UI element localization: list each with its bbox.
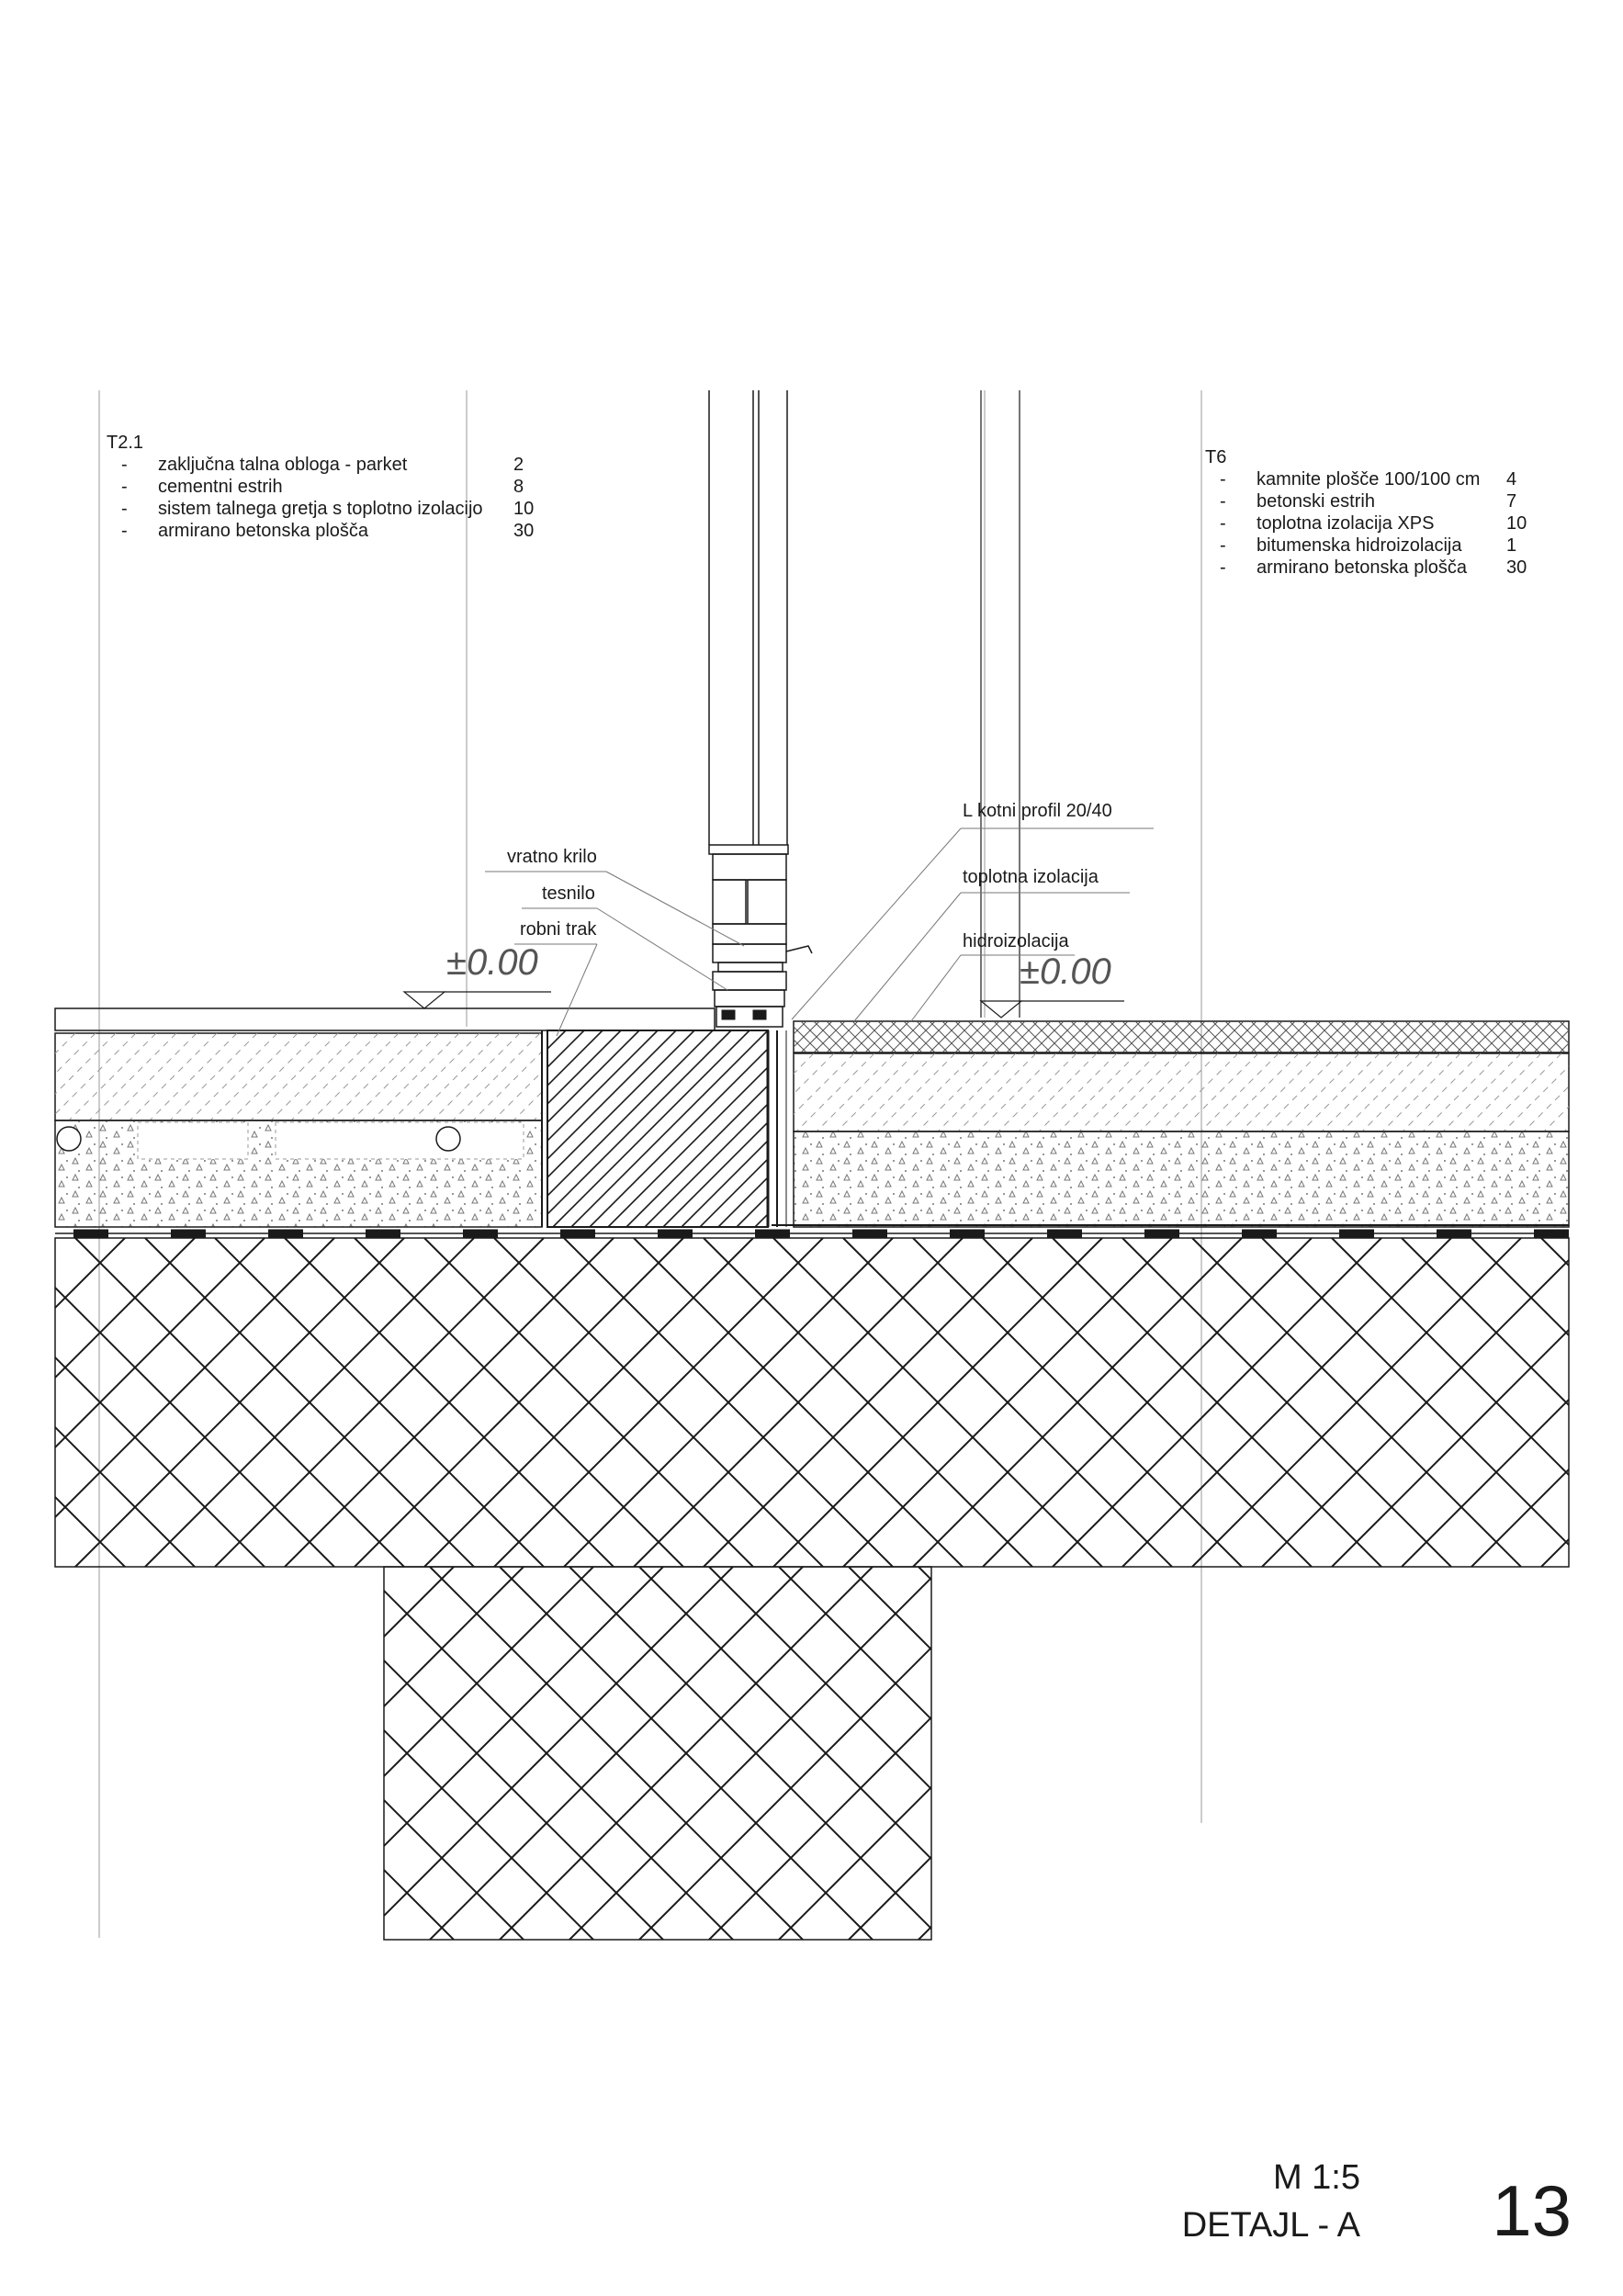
hatch-line: [1332, 1238, 1623, 1567]
hatch-line: [553, 1030, 750, 1227]
hatch-line: [190, 1033, 277, 1120]
hatch-line: [614, 1033, 702, 1120]
hatch-line: [1261, 1053, 1339, 1131]
hatch-line: [1402, 1238, 1623, 1567]
hatch-line: [877, 1053, 955, 1131]
hatch-line: [1322, 1053, 1400, 1131]
hatch-line: [535, 1030, 731, 1227]
hatch-line: [1302, 1053, 1380, 1131]
hatch-line: [1585, 1021, 1617, 1052]
hatch-line: [1079, 1053, 1157, 1131]
hatch-line: [1120, 1053, 1198, 1131]
hatch-line: [1504, 1053, 1582, 1131]
hatch-line: [796, 1053, 874, 1131]
legend-row: - bitumenska hidroizolacija 1: [1220, 535, 1517, 556]
stone-tile-layer: [762, 1021, 1623, 1052]
floor-heating-layer: [55, 1120, 542, 1227]
hatch-line: [150, 1033, 237, 1120]
hatch-line: [1585, 1021, 1617, 1052]
hatch-line: [1128, 1567, 1501, 1940]
hatch-line: [0, 1238, 195, 1567]
hatch-line: [1524, 1053, 1602, 1131]
foundation-footing: [11, 1567, 1623, 1940]
hatch-line: [0, 1238, 55, 1567]
hatch-line: [919, 1567, 1291, 1940]
hatch-line: [1541, 1238, 1623, 1567]
hatch-line: [69, 1033, 156, 1120]
hatch-line: [837, 1053, 915, 1131]
hatch-line: [1598, 1021, 1623, 1052]
hatch-line: [897, 1053, 975, 1131]
hatch-line: [1058, 1567, 1431, 1940]
legend-row: - armirano betonska plošča 30: [1220, 557, 1527, 578]
legend-row: - zaključna talna obloga - parket 2: [121, 455, 524, 475]
hatch-line: [372, 1033, 459, 1120]
hatch-line: [11, 1567, 384, 1940]
legend-row: - betonski estrih 7: [1220, 491, 1517, 512]
hatch-line: [0, 1238, 55, 1567]
heating-pipe: [436, 1127, 460, 1151]
hatch-line: [1198, 1567, 1571, 1940]
hatch-line: [311, 1033, 399, 1120]
hatch-line: [1544, 1053, 1622, 1131]
hatch-line: [170, 1033, 257, 1120]
hatch-line: [1180, 1053, 1258, 1131]
hatch-line: [130, 1033, 217, 1120]
hatch-line: [988, 1567, 1361, 1940]
legend-title: T2.1: [107, 433, 144, 453]
hatch-line: [1382, 1053, 1460, 1131]
hatch-line: [1241, 1053, 1319, 1131]
hatch-line: [1039, 1053, 1117, 1131]
hatch-line: [49, 1033, 136, 1120]
hatch-line: [571, 1030, 768, 1227]
seal-label: tesnilo: [542, 884, 595, 904]
hatch-line: [1268, 1567, 1623, 1940]
hatch-line: [1611, 1238, 1623, 1567]
hatch-line: [1463, 1053, 1541, 1131]
hatch-line: [1572, 1021, 1604, 1052]
hatch-line: [1059, 1053, 1137, 1131]
hatch-line: [210, 1033, 298, 1120]
hatch-line: [453, 1033, 540, 1120]
hatch-line: [412, 1033, 500, 1120]
hatch-line: [332, 1033, 419, 1120]
hatch-line: [918, 1053, 996, 1131]
hatch-line: [11, 1567, 384, 1940]
hatch-line: [0, 1033, 55, 1120]
hatch-line: [998, 1053, 1076, 1131]
hatch-line: [919, 1567, 1291, 1940]
scale-label: M 1:5: [1272, 2158, 1360, 2197]
hatch-line: [716, 1053, 794, 1131]
hatch-line: [0, 1238, 265, 1567]
hatch-line: [291, 1033, 378, 1120]
hatch-line: [817, 1053, 895, 1131]
hatch-line: [1483, 1053, 1561, 1131]
hatch-line: [958, 1053, 1036, 1131]
hatch-line: [1198, 1567, 1571, 1940]
hatch-line: [1605, 1053, 1623, 1131]
hatch-line: [1342, 1053, 1420, 1131]
hatch-line: [1019, 1053, 1097, 1131]
hatch-line: [516, 1030, 713, 1227]
hatch-line: [1611, 1238, 1623, 1567]
legend-title: T6: [1205, 447, 1227, 467]
xps-insulation-layer: [777, 1030, 1569, 1227]
concrete-slab: [0, 1238, 1623, 1567]
legend-row: - armirano betonska plošča 30: [121, 521, 535, 541]
hatch-line: [251, 1033, 338, 1120]
legend-row: - sistem talnega gretja s toplotno izolacijo 10: [121, 499, 535, 519]
hatch-line: [1471, 1238, 1623, 1567]
legend-row: - toplotna izolacija XPS 10: [1220, 513, 1527, 534]
door-leaf-label: vratno krilo: [507, 847, 597, 867]
hatch-line: [8, 1033, 96, 1120]
hatch-line: [978, 1053, 1056, 1131]
interior-screed: [0, 1033, 702, 1120]
legend-row: - kamnite plošče 100/100 cm 4: [1220, 469, 1517, 490]
hatch-line: [1402, 1238, 1623, 1567]
hatch-line: [271, 1033, 358, 1120]
hatch-line: [0, 1033, 75, 1120]
heating-pipe: [57, 1127, 81, 1151]
hatch-line: [857, 1053, 935, 1131]
hatch-line: [736, 1053, 814, 1131]
hatch-line: [590, 1030, 786, 1227]
hatch-line: [1221, 1053, 1299, 1131]
exterior-level-label: ±0.00: [1020, 951, 1111, 992]
hatch-line: [1443, 1053, 1521, 1131]
detail-title: DETAJL - A: [1181, 2206, 1360, 2245]
hatch-line: [938, 1053, 1016, 1131]
hatch-line: [1332, 1238, 1623, 1567]
angle-profile-label: L kotni profil 20/40: [963, 801, 1112, 821]
hatch-line: [1140, 1053, 1218, 1131]
hatch-line: [1200, 1053, 1279, 1131]
hatch-line: [1160, 1053, 1238, 1131]
hatch-line: [1403, 1053, 1481, 1131]
hatch-line: [1541, 1238, 1623, 1567]
hatch-line: [0, 1238, 125, 1567]
hatch-line: [392, 1033, 479, 1120]
hatch-line: [89, 1033, 176, 1120]
hatch-line: [433, 1033, 520, 1120]
hatch-line: [0, 1238, 265, 1567]
hatch-line: [554, 1033, 641, 1120]
parquet-layer: [55, 1008, 715, 1030]
hatch-line: [0, 1238, 125, 1567]
hatch-line: [594, 1033, 682, 1120]
edge-strip-label: robni trak: [520, 919, 597, 940]
floor-t6-legend: [1205, 446, 1591, 579]
hatch-line: [1423, 1053, 1501, 1131]
hatch-line: [1128, 1567, 1501, 1940]
sheet-number: 13: [1492, 2170, 1572, 2251]
hatch-line: [1564, 1053, 1623, 1131]
hatch-line: [608, 1030, 805, 1227]
exterior-screed: [716, 1053, 1623, 1131]
hatch-line: [1572, 1021, 1604, 1052]
thermal-insulation-label: toplotna izolacija: [963, 867, 1099, 887]
hatch-line: [1099, 1053, 1178, 1131]
floor-t21-legend: [107, 432, 621, 542]
hatch-line: [1598, 1021, 1623, 1052]
interior-level-label: ±0.00: [446, 942, 538, 983]
hatch-line: [988, 1567, 1361, 1940]
waterproofing-label: hidroizolacija: [963, 931, 1069, 951]
legend-row: - cementni estrih 8: [121, 477, 524, 497]
hatch-line: [231, 1033, 318, 1120]
hatch-line: [776, 1053, 854, 1131]
hatch-line: [109, 1033, 197, 1120]
hatch-line: [1471, 1238, 1623, 1567]
hatch-line: [1584, 1053, 1623, 1131]
hatch-line: [1362, 1053, 1440, 1131]
hatch-line: [0, 1238, 195, 1567]
hatch-line: [1058, 1567, 1431, 1940]
hatch-line: [1268, 1567, 1623, 1940]
hatch-line: [1281, 1053, 1359, 1131]
hatch-line: [352, 1033, 439, 1120]
hatch-line: [28, 1033, 116, 1120]
